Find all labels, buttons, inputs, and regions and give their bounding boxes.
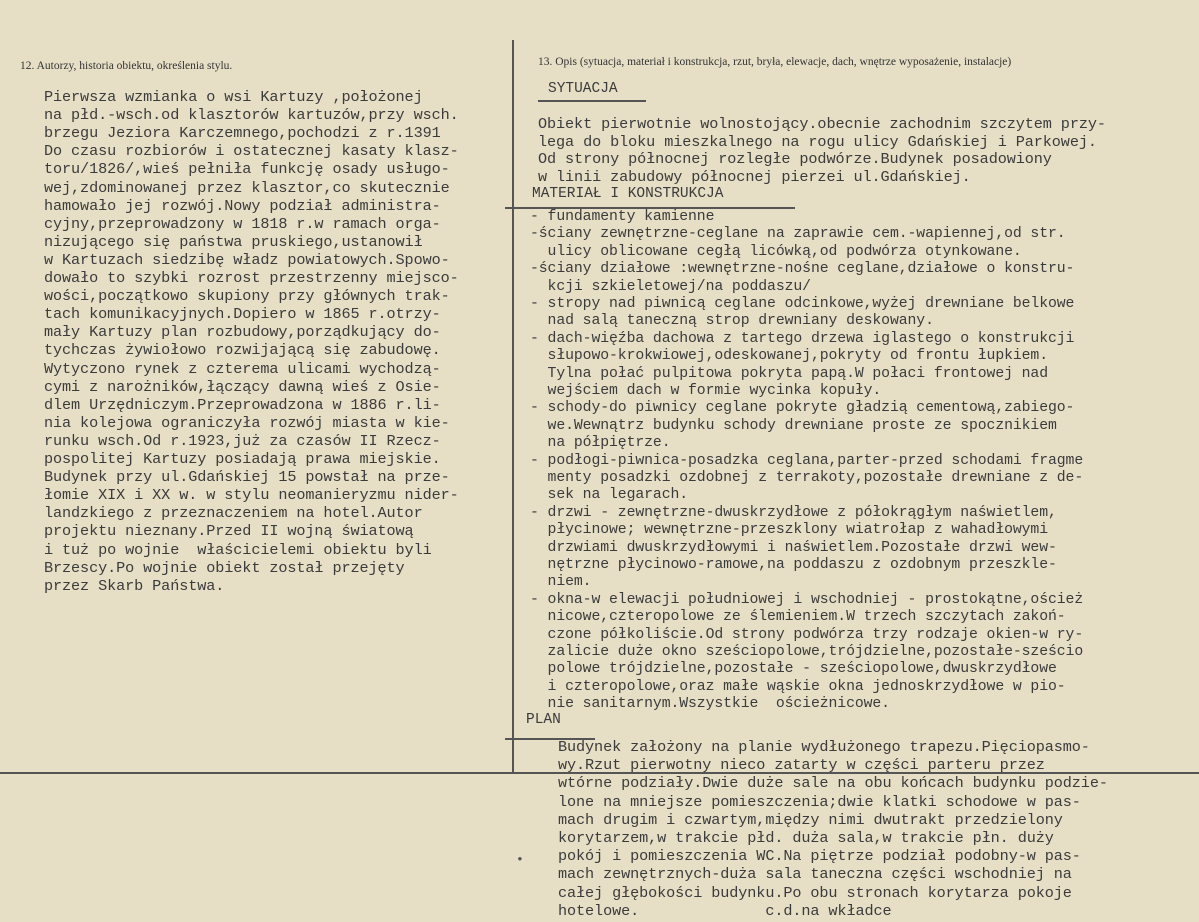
text-line: -ściany działowe :wewnętrzne-nośne ceglane,działowe o konstru-	[530, 261, 1075, 278]
text-line: w Kartuzach siedzibę władz powiatowych.Spowo-	[44, 250, 450, 269]
text-line: zalicie duże okno sześciopolowe,trójdzielne,pozostałe-sześcio	[530, 644, 1084, 660]
left-section-header: 12. Autorzy, historia obiektu, określenia stylu.	[20, 60, 233, 72]
material-label: MATERIAŁ I KONSTRUKCJA	[532, 186, 724, 202]
margin-mark: •	[516, 852, 524, 867]
sytuacja-underline	[538, 100, 646, 102]
text-line: i tuż po wojnie właścicielemi obiektu byli	[44, 540, 432, 559]
text-line: menty posadzki ozdobnej z terrakoty,pozostałe drewniane z de-	[530, 470, 1084, 486]
text-line: - fundamenty kamienne	[530, 209, 715, 225]
text-line: tychczas żywiołowo rozwijającą się zabudowę.	[44, 341, 441, 360]
text-line: Tylna połać pulpitowa pokryta papą.W połaci frontowej nad	[530, 365, 1048, 382]
text-line: słupowo-krokwiowej,odeskowanej,pokryty od frontu łupkiem.	[530, 348, 1048, 365]
text-line: polowe trójdzielne,pozostałe - sześciopolowe,dwuskrzydłowe	[530, 661, 1057, 678]
text-line: hotelowe. c.d.na wkładce	[558, 901, 892, 920]
text-line: pospolitej Kartuzy posiadają prawa miejskie.	[44, 450, 441, 468]
text-line: hamowało jej rozwój.Nowy podział administra-	[44, 196, 441, 215]
text-line: Do czasu rozbiorów i ostatecznej kasaty klasz-	[44, 142, 459, 161]
text-line: wtórne podziały.Dwie duże sale na obu końcach budynku podzie-	[558, 774, 1108, 793]
text-line: Pierwsza wzmianka o wsi Kartuzy ,położonej	[44, 88, 423, 106]
text-line: Brzescy.Po wojnie obiekt został przejęty	[44, 558, 405, 577]
text-line: na półpiętrze.	[530, 435, 671, 452]
text-line: - dach-więźba dachowa z tartego drzewa iglastego o konstrukcji	[530, 330, 1075, 347]
text-line: Obiekt pierwotnie wolnostojący.obecnie zachodnim szczytem przy-	[538, 115, 1106, 133]
text-line: -ściany zewnętrzne-ceglane na zaprawie cem.-wapiennej,od str.	[530, 226, 1066, 243]
text-line: korytarzem,w trakcie płd. duża sala,w trakcie płn. duży	[558, 829, 1054, 847]
sytuacja-label: SYTUACJA	[548, 81, 618, 97]
text-line: nizującego się państwa pruskiego,ustanowił	[44, 232, 423, 251]
text-line: całej głębokości budynku.Po obu stronach korytarza pokoje	[558, 883, 1072, 902]
text-line: i czteropolowe,oraz małe wąskie okna jednoskrzydłowe w pio-	[530, 678, 1066, 695]
text-line: landzkiego z przeznaczeniem na hotel.Autor	[44, 504, 423, 523]
text-line: przez Skarb Państwa.	[44, 576, 225, 595]
text-line: mach zewnętrznych-duża sala taneczna części wschodniej na	[558, 865, 1072, 884]
text-line: - schody-do piwnicy ceglane pokryte gładzią cementową,zabiego-	[530, 400, 1075, 417]
text-line: wejściem dach w formie wycinka kopuły.	[530, 383, 882, 399]
text-line: nie sanitarnym.Wszystkie ościeżnicowe.	[530, 696, 890, 713]
text-line: czone półkoliście.Od strony podwórza trzy rodzaje okien-w ry-	[530, 626, 1084, 643]
right-section-header: 13. Opis (sytuacja, materiał i konstrukcja, rzut, bryła, elewacje, dach, wnętrze wyposażenie, instalacje)	[538, 56, 1012, 68]
text-line: runku wsch.Od r.1923,już za czasów II Rzecz-	[44, 431, 441, 450]
plan-label: PLAN	[526, 712, 561, 728]
text-line: - podłogi-piwnica-posadzka ceglana,parter-przed schodami fragme	[530, 452, 1084, 469]
text-line: projektu nieznany.Przed II wojną światową	[44, 522, 414, 541]
text-line: dlem Urzędniczym.Przeprowadzona w 1886 r.li-	[44, 395, 441, 414]
text-line: Wytyczono rynek z czterema ulicami wychodzą-	[44, 359, 441, 378]
text-line: brzegu Jeziora Karczemnego,pochodzi z r.1391	[44, 124, 441, 143]
text-line: niem.	[530, 574, 592, 591]
text-line: nętrzne płycinowo-ramowe,na poddaszu z ozdobnym przeszkle-	[530, 557, 1057, 573]
text-line: mach drugim i czwartym,między nimi dwutrakt przedzielony	[558, 810, 1063, 829]
text-line: cymi z narożników,łączący dawną wieś z Osie-	[44, 377, 441, 396]
text-line: lone na mniejsze pomieszczenia;dwie klatki schodowe w pas-	[558, 792, 1081, 811]
text-line: - stropy nad piwnicą ceglane odcinkowe,wyżej drewniane belkowe	[530, 296, 1075, 312]
text-line: nad salą taneczną strop drewniany deskowany.	[530, 313, 934, 330]
text-line: Od strony północnej rozległe podwórze.Budynek posadowiony	[538, 150, 1052, 168]
column-divider	[512, 40, 514, 772]
text-line: mały Kartuzy plan rozbudowy,porządkujący do-	[44, 323, 441, 342]
text-line: nia kolejowa ograniczyła rozwój miasta w kie-	[44, 413, 450, 432]
text-line: nicowe,czteropolowe ze ślemieniem.W trzech szczytach zakoń-	[530, 609, 1066, 626]
text-line: Budynek założony na planie wydłużonego trapezu.Pięciopasmo-	[558, 738, 1090, 756]
text-line: wy.Rzut pierwotny nieco zatarty w części parteru przez	[558, 756, 1045, 775]
text-line: wej,zdominowanej przez klasztor,co skutecznie	[44, 178, 450, 197]
text-line: wości,początkowo skupiony przy głównych trak-	[44, 287, 450, 306]
text-line: sek na legarach.	[530, 487, 689, 504]
text-line: płycinowe; wewnętrzne-przeszklony wiatrołap z wahadłowymi	[530, 522, 1048, 539]
text-line: kcji szkieletowej/na poddaszu/	[530, 278, 811, 295]
text-line: łomie XIX i XX w. w stylu neomanieryzmu nider-	[44, 486, 459, 505]
text-line: lega do bloku mieszkalnego na rogu ulicy Gdańskiej i Parkowej.	[538, 132, 1097, 151]
text-line: - drzwi - zewnętrzne-dwuskrzydłowe z półokrągłym naświetlem,	[530, 504, 1057, 521]
text-line: Budynek przy ul.Gdańskiej 15 powstał na prze-	[44, 468, 450, 487]
text-line: - okna-w elewacji południowej i wschodniej - prostokątne,oścież	[530, 591, 1084, 608]
text-line: na płd.-wsch.od klasztorów kartuzów,przy wsch.	[44, 106, 459, 125]
text-line: we.Wewnątrz budynku schody drewniane proste ze spocznikiem	[530, 417, 1057, 434]
text-line: w linii zabudowy północnej pierzei ul.Gdańskiej.	[538, 167, 971, 186]
text-line: dowało to szybki rozrost przestrzenny miejsco-	[44, 269, 459, 287]
text-line: toru/1826/,wieś pełniła funkcję osady usługo-	[44, 160, 450, 179]
text-line: tach komunikacyjnych.Dopiero w 1865 r.otrzy-	[44, 305, 441, 324]
text-line: drzwiami dwuskrzydłowymi i naświetlem.Pozostałe drzwi wew-	[530, 539, 1057, 556]
text-line: pokój i pomieszczenia WC.Na piętrze podział podobny-w pas-	[558, 847, 1081, 866]
text-line: cyjny,przeprowadzony w 1818 r.w ramach orga-	[44, 214, 441, 233]
text-line: ulicy oblicowane cegłą licówką,od podwórza otynkowane.	[530, 243, 1022, 260]
